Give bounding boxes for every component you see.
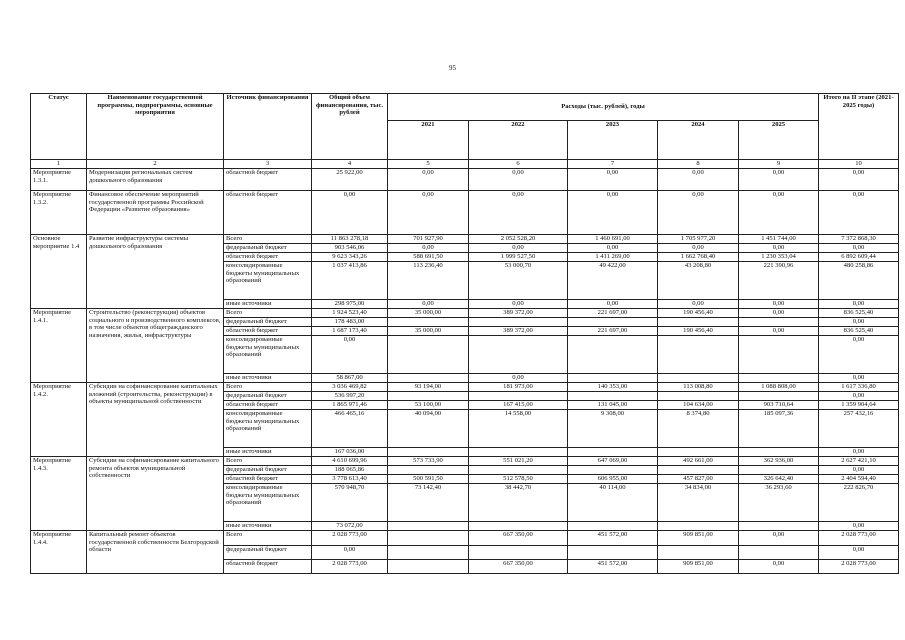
row-value-total: 9 623 343,26 — [312, 253, 388, 262]
row-value-y2024 — [658, 336, 739, 374]
row-value-stage: 222 826,70 — [819, 484, 899, 522]
row-value-y2024 — [658, 546, 739, 560]
row-status: Мероприятие 1.4.3. — [31, 457, 87, 531]
header-year: 2021 — [388, 121, 469, 160]
row-source: иные источники — [224, 522, 312, 531]
row-value-stage: 0,00 — [819, 318, 899, 327]
column-index: 7 — [568, 160, 658, 169]
row-value-y2021 — [388, 546, 469, 560]
column-index: 8 — [658, 160, 739, 169]
row-value-y2025: 0,00 — [739, 244, 819, 253]
row-value-stage: 2 028 773,00 — [819, 560, 899, 574]
column-index: 10 — [819, 160, 899, 169]
row-value-y2023: 1 460 691,00 — [568, 235, 658, 244]
row-value-y2025: 0,00 — [739, 531, 819, 546]
row-value-y2022: 167 415,00 — [469, 401, 568, 410]
header-program: Наименование государственной программы, подпрограммы, основные мероприятия — [87, 94, 224, 160]
row-value-y2024: 113 008,80 — [658, 383, 739, 392]
row-value-stage: 0,00 — [819, 244, 899, 253]
row-source: федеральный бюджет — [224, 466, 312, 475]
row-source: консолидированные бюджеты муниципальных образований — [224, 410, 312, 448]
row-value-y2021: 573 733,90 — [388, 457, 469, 466]
row-value-total: 3 778 613,40 — [312, 475, 388, 484]
row-value-stage: 0,00 — [819, 300, 899, 309]
row-value-y2022: 0,00 — [469, 191, 568, 235]
row-value-y2022 — [469, 336, 568, 374]
row-source: иные источники — [224, 374, 312, 383]
row-value-y2025 — [739, 522, 819, 531]
row-value-y2023 — [568, 318, 658, 327]
row-value-total: 3 036 469,82 — [312, 383, 388, 392]
row-value-y2023: 647 069,00 — [568, 457, 658, 466]
row-value-y2021: 40 094,00 — [388, 410, 469, 448]
row-value-y2024 — [658, 522, 739, 531]
row-value-y2022: 389 372,00 — [469, 327, 568, 336]
row-value-stage: 2 028 773,00 — [819, 531, 899, 546]
row-value-total: 25 922,00 — [312, 169, 388, 191]
row-value-y2023: 0,00 — [568, 169, 658, 191]
row-program-name: Строительство (реконструкция) объектов социального и производственного комплексов, в том числе объектов общегражданского назначения, жилья, инфраструктуры — [87, 309, 224, 383]
row-value-y2025 — [739, 448, 819, 457]
row-value-y2023 — [568, 546, 658, 560]
header-year: 2024 — [658, 121, 739, 160]
row-value-y2023: 49 422,00 — [568, 262, 658, 300]
row-value-y2024: 8 374,80 — [658, 410, 739, 448]
row-value-y2024: 457 827,00 — [658, 475, 739, 484]
row-source: Всего — [224, 235, 312, 244]
table-row — [31, 169, 899, 191]
row-program-name: Финансовое обеспечение мероприятий государственной программы Российской Федерации «Развитие образования» — [87, 191, 224, 235]
row-program-name: Модернизация региональных систем дошкольного образования — [87, 169, 224, 191]
row-value-stage: 0,00 — [819, 448, 899, 457]
row-value-stage: 0,00 — [819, 546, 899, 560]
row-value-y2023 — [568, 374, 658, 383]
row-value-y2023: 221 697,00 — [568, 309, 658, 318]
row-value-y2021: 0,00 — [388, 191, 469, 235]
table-row — [31, 531, 899, 546]
row-value-y2021 — [388, 374, 469, 383]
row-source: областной бюджет — [224, 169, 312, 191]
row-value-y2023: 9 308,00 — [568, 410, 658, 448]
row-value-y2021 — [388, 560, 469, 574]
row-value-total: 188 065,86 — [312, 466, 388, 475]
row-value-y2025: 221 390,96 — [739, 262, 819, 300]
row-status: Мероприятие 1.4.1. — [31, 309, 87, 383]
row-value-stage: 257 432,16 — [819, 410, 899, 448]
column-index: 4 — [312, 160, 388, 169]
row-value-y2024: 34 834,00 — [658, 484, 739, 522]
row-value-y2025 — [739, 546, 819, 560]
row-source: Всего — [224, 457, 312, 466]
row-program-name: Развитие инфраструктуры системы дошкольного образования — [87, 235, 224, 309]
row-value-y2025 — [739, 374, 819, 383]
row-value-stage: 0,00 — [819, 522, 899, 531]
column-index-row — [31, 160, 899, 169]
row-value-y2022 — [469, 448, 568, 457]
column-index: 5 — [388, 160, 469, 169]
row-value-stage: 836 525,40 — [819, 327, 899, 336]
header-stage-total: Итого на II этапе (2021-2025 годы) — [819, 94, 899, 160]
row-value-y2024 — [658, 318, 739, 327]
row-value-stage: 2 627 421,10 — [819, 457, 899, 466]
row-value-y2023: 606 955,00 — [568, 475, 658, 484]
row-value-y2024: 0,00 — [658, 169, 739, 191]
row-value-total: 58 867,00 — [312, 374, 388, 383]
row-value-y2025: 326 642,40 — [739, 475, 819, 484]
row-value-stage: 480 258,86 — [819, 262, 899, 300]
row-value-y2021: 35 000,00 — [388, 309, 469, 318]
row-status: Мероприятие 1.3.1. — [31, 169, 87, 191]
row-value-y2025 — [739, 466, 819, 475]
row-value-total: 570 948,70 — [312, 484, 388, 522]
table-row — [31, 383, 899, 392]
row-value-stage: 1 617 336,80 — [819, 383, 899, 392]
row-source: областной бюджет — [224, 253, 312, 262]
row-program-name: Капитальный ремонт объектов государственной собственности Белгородской области — [87, 531, 224, 574]
row-source: федеральный бюджет — [224, 318, 312, 327]
row-value-y2023: 0,00 — [568, 300, 658, 309]
row-value-y2023: 1 411 269,00 — [568, 253, 658, 262]
row-value-stage: 7 372 868,30 — [819, 235, 899, 244]
row-value-y2022: 512 578,50 — [469, 475, 568, 484]
row-source: федеральный бюджет — [224, 392, 312, 401]
row-value-y2024: 909 851,00 — [658, 560, 739, 574]
row-value-y2021: 701 927,90 — [388, 235, 469, 244]
row-value-y2021 — [388, 336, 469, 374]
row-value-total: 2 028 773,00 — [312, 560, 388, 574]
row-source: консолидированные бюджеты муниципальных образований — [224, 336, 312, 374]
row-source: областной бюджет — [224, 401, 312, 410]
row-value-y2022: 551 021,20 — [469, 457, 568, 466]
row-value-total: 1 865 971,46 — [312, 401, 388, 410]
row-value-stage: 0,00 — [819, 374, 899, 383]
row-value-stage: 0,00 — [819, 336, 899, 374]
row-value-stage: 1 359 904,64 — [819, 401, 899, 410]
column-index: 9 — [739, 160, 819, 169]
row-source: Всего — [224, 383, 312, 392]
row-value-y2022 — [469, 546, 568, 560]
row-value-stage: 0,00 — [819, 169, 899, 191]
row-value-y2021: 588 691,50 — [388, 253, 469, 262]
row-status: Мероприятие 1.3.2. — [31, 191, 87, 235]
row-value-y2025 — [739, 336, 819, 374]
row-value-y2021 — [388, 531, 469, 546]
row-value-total: 0,00 — [312, 336, 388, 374]
row-value-y2025: 903 710,64 — [739, 401, 819, 410]
row-value-y2025: 1 230 353,04 — [739, 253, 819, 262]
header-source: Источник финансирования — [224, 94, 312, 160]
row-value-y2025: 362 936,00 — [739, 457, 819, 466]
row-value-y2024 — [658, 392, 739, 401]
row-value-y2022: 389 372,00 — [469, 309, 568, 318]
row-value-y2025: 1 088 808,00 — [739, 383, 819, 392]
row-value-y2022: 14 558,00 — [469, 410, 568, 448]
row-value-y2023: 451 572,00 — [568, 531, 658, 546]
table-row — [31, 457, 899, 466]
row-value-y2021 — [388, 466, 469, 475]
row-value-y2022: 53 000,70 — [469, 262, 568, 300]
row-value-total: 4 610 699,96 — [312, 457, 388, 466]
row-value-y2023: 40 114,00 — [568, 484, 658, 522]
row-value-y2022: 667 350,00 — [469, 560, 568, 574]
row-value-y2024: 104 634,00 — [658, 401, 739, 410]
row-source: Всего — [224, 309, 312, 318]
row-value-total: 0,00 — [312, 191, 388, 235]
row-value-y2025: 0,00 — [739, 169, 819, 191]
row-value-y2023 — [568, 336, 658, 374]
column-index: 3 — [224, 160, 312, 169]
row-value-y2021: 0,00 — [388, 169, 469, 191]
row-source: консолидированные бюджеты муниципальных образований — [224, 262, 312, 300]
row-value-y2022: 0,00 — [469, 374, 568, 383]
row-value-total: 167 036,00 — [312, 448, 388, 457]
row-value-y2023: 0,00 — [568, 191, 658, 235]
row-value-total: 466 465,16 — [312, 410, 388, 448]
row-value-y2023: 451 572,00 — [568, 560, 658, 574]
row-value-y2022: 2 052 528,20 — [469, 235, 568, 244]
row-value-y2025 — [739, 392, 819, 401]
row-value-y2022: 667 350,00 — [469, 531, 568, 546]
row-source: консолидированные бюджеты муниципальных образований — [224, 484, 312, 522]
row-value-total: 1 037 413,86 — [312, 262, 388, 300]
row-value-y2021 — [388, 392, 469, 401]
row-value-total: 0,00 — [312, 546, 388, 560]
row-value-y2024: 190 456,40 — [658, 327, 739, 336]
row-value-y2022 — [469, 522, 568, 531]
row-value-y2023: 0,00 — [568, 244, 658, 253]
row-value-total: 903 546,06 — [312, 244, 388, 253]
row-value-y2025 — [739, 318, 819, 327]
row-value-y2024 — [658, 466, 739, 475]
row-value-y2023 — [568, 448, 658, 457]
row-value-y2024: 0,00 — [658, 244, 739, 253]
row-value-total: 1 687 173,40 — [312, 327, 388, 336]
row-status: Мероприятие 1.4.2. — [31, 383, 87, 457]
table-row — [31, 191, 899, 235]
row-value-y2021: 53 100,00 — [388, 401, 469, 410]
row-program-name: Субсидии на софинансирование капитального ремонта объектов муниципальной собственности — [87, 457, 224, 531]
row-value-stage: 6 892 609,44 — [819, 253, 899, 262]
row-value-y2022: 38 442,70 — [469, 484, 568, 522]
row-source: областной бюджет — [224, 327, 312, 336]
row-source: областной бюджет — [224, 191, 312, 235]
row-value-y2023: 131 045,00 — [568, 401, 658, 410]
row-source: областной бюджет — [224, 475, 312, 484]
row-value-total: 1 924 523,40 — [312, 309, 388, 318]
row-value-y2024: 0,00 — [658, 300, 739, 309]
row-value-y2025: 0,00 — [739, 560, 819, 574]
row-value-y2024: 43 208,80 — [658, 262, 739, 300]
row-value-stage: 0,00 — [819, 392, 899, 401]
row-value-stage: 2 404 594,40 — [819, 475, 899, 484]
row-value-y2025: 1 451 744,00 — [739, 235, 819, 244]
row-value-total: 73 072,00 — [312, 522, 388, 531]
row-value-y2025: 36 293,60 — [739, 484, 819, 522]
financing-table — [30, 93, 899, 574]
row-value-y2022: 181 973,00 — [469, 383, 568, 392]
row-value-y2021: 35 000,00 — [388, 327, 469, 336]
row-value-total: 178 483,00 — [312, 318, 388, 327]
row-source: федеральный бюджет — [224, 244, 312, 253]
row-value-stage: 0,00 — [819, 466, 899, 475]
row-status: Мероприятие 1.4.4. — [31, 531, 87, 574]
row-status: Основное мероприятие 1.4 — [31, 235, 87, 309]
page-number: 95 — [449, 64, 456, 72]
row-value-y2024: 492 661,00 — [658, 457, 739, 466]
row-value-y2025: 0,00 — [739, 327, 819, 336]
row-value-y2021 — [388, 448, 469, 457]
row-value-y2022 — [469, 466, 568, 475]
row-value-total: 536 997,20 — [312, 392, 388, 401]
row-source: федеральный бюджет — [224, 546, 312, 560]
row-value-y2024 — [658, 374, 739, 383]
row-value-y2021: 500 591,50 — [388, 475, 469, 484]
header-total: Общий объем финансирования, тыс. рублей — [312, 94, 388, 160]
row-value-y2021: 93 194,00 — [388, 383, 469, 392]
row-value-y2024: 1 662 768,40 — [658, 253, 739, 262]
row-value-y2021 — [388, 522, 469, 531]
column-index: 1 — [31, 160, 87, 169]
row-value-stage: 836 525,40 — [819, 309, 899, 318]
row-value-y2022: 1 999 527,50 — [469, 253, 568, 262]
row-value-y2021: 73 142,40 — [388, 484, 469, 522]
row-value-y2022 — [469, 392, 568, 401]
row-source: иные источники — [224, 300, 312, 309]
row-value-y2021: 0,00 — [388, 244, 469, 253]
header-year: 2022 — [469, 121, 568, 160]
row-value-y2023: 221 697,00 — [568, 327, 658, 336]
row-source: областной бюджет — [224, 560, 312, 574]
row-value-total: 11 863 278,18 — [312, 235, 388, 244]
row-value-y2023: 140 353,00 — [568, 383, 658, 392]
row-value-y2021 — [388, 318, 469, 327]
table-body — [31, 169, 899, 574]
row-value-stage: 0,00 — [819, 191, 899, 235]
table-row — [31, 309, 899, 318]
row-value-y2023 — [568, 522, 658, 531]
row-value-y2021: 113 236,40 — [388, 262, 469, 300]
row-value-y2021: 0,00 — [388, 300, 469, 309]
row-value-y2024: 0,00 — [658, 191, 739, 235]
row-value-y2024: 909 851,00 — [658, 531, 739, 546]
row-value-total: 2 028 773,00 — [312, 531, 388, 546]
row-value-y2025: 185 097,36 — [739, 410, 819, 448]
row-value-y2025: 0,00 — [739, 300, 819, 309]
row-value-y2022: 0,00 — [469, 244, 568, 253]
row-value-y2025: 0,00 — [739, 309, 819, 318]
table-row — [31, 235, 899, 244]
row-value-y2023 — [568, 466, 658, 475]
header-status: Статус — [31, 94, 87, 160]
row-program-name: Субсидии на софинансирование капитальных вложений (строительства, реконструкции) в объекты муниципальной собственности — [87, 383, 224, 457]
row-value-y2022: 0,00 — [469, 300, 568, 309]
row-value-y2023 — [568, 392, 658, 401]
row-value-y2024: 190 456,40 — [658, 309, 739, 318]
row-source: Всего — [224, 531, 312, 546]
header-year: 2023 — [568, 121, 658, 160]
row-value-y2024 — [658, 448, 739, 457]
row-value-y2022 — [469, 318, 568, 327]
row-value-y2024: 1 705 977,20 — [658, 235, 739, 244]
row-value-total: 298 975,00 — [312, 300, 388, 309]
header-expenses: Расходы (тыс. рублей), годы — [388, 94, 819, 121]
column-index: 6 — [469, 160, 568, 169]
row-source: иные источники — [224, 448, 312, 457]
header-year: 2025 — [739, 121, 819, 160]
column-index: 2 — [87, 160, 224, 169]
row-value-y2022: 0,00 — [469, 169, 568, 191]
row-value-y2025: 0,00 — [739, 191, 819, 235]
